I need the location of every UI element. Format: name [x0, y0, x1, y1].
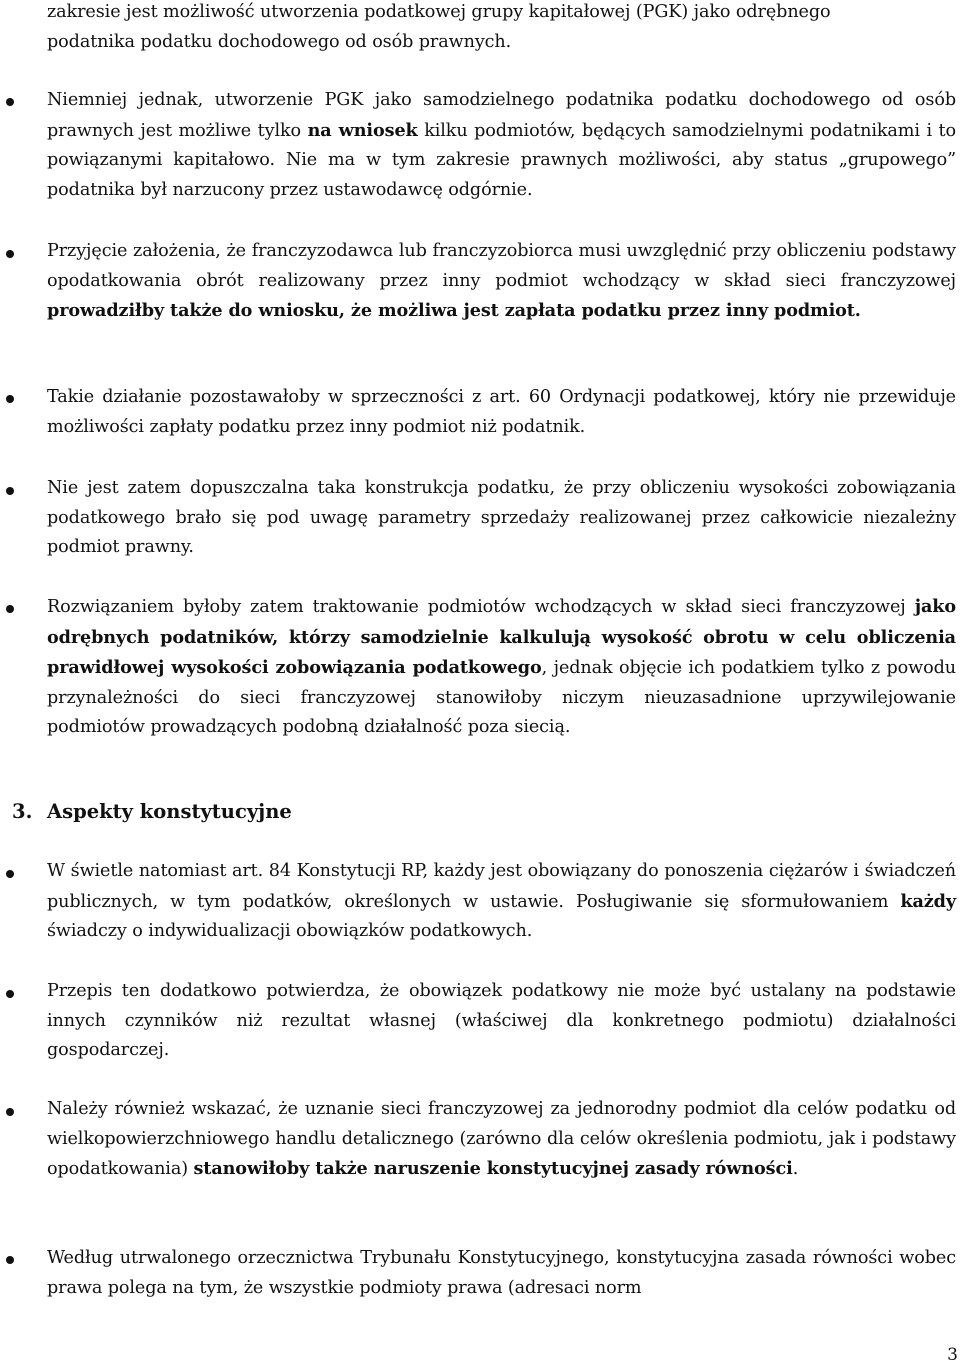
section-heading [12, 798, 912, 826]
paragraph-line: podatnika podatku dochodowego od osób prawnych. [47, 31, 512, 52]
emphasis-text: prowadziłby także do wniosku, że możliwa jest zapłata podatku przez inny podmiot. [47, 300, 861, 322]
bullet-paragraph-construction: Nie jest zatem dopuszczalna taka konstrukcja podatku, że przy obliczeniu wysokości zobowiązania podatkowego brało się pod uwagę parametry sprzedaży realizowanej przez całkowicie niezależny podmiot prawny. [47, 478, 956, 558]
page-number: 3 [947, 1345, 958, 1365]
emphasis-text: jako odrębnych podatników, którzy samodzielnie kalkulują wysokość obrotu w celu obliczenia prawidłowej wysokości zobowiązania podatkowego [47, 596, 956, 679]
bullet-paragraph-obligation: Przepis ten dodatkowo potwierdza, że obowiązek podatkowy nie może być ustalany na podstawie innych czynników niż rezultat własnej (właściwej dla konkretnego podmiotu) działalności gospodarczej. [47, 981, 956, 1061]
bullet-icon [6, 1108, 14, 1116]
bullet-icon [6, 605, 14, 613]
bullet-paragraph-tribunal: Według utrwalonego orzecznictwa Trybunału Konstytucyjnego, konstytucyjna zasada równości wobec prawa polega na tym, że wszystkie podmioty prawa (adresaci norm [47, 1248, 956, 1298]
bullet-icon [6, 487, 14, 495]
bullet-paragraph-solution: Rozwiązaniem byłoby zatem traktowanie podmiotów wchodzących w skład sieci franczyzowej jako odrębnych podatników, którzy samodzielnie kalkulują wysokość obrotu w celu obliczenia prawidłowej wysokości zobowiązania podatkowego, jednak objęcie ich podatkiem tylko z powodu przynależności do sieci franczyzowej stanowiłoby niczym nieuzasadnione uprzywilejowanie podmiotów prowadzących podobną działalność poza siecią. [47, 596, 956, 738]
bullet-icon [6, 250, 14, 258]
section-number: 3. [12, 800, 33, 823]
bullet-paragraph-constitution: W świetle natomiast art. 84 Konstytucji RP, każdy jest obowiązany do ponoszenia ciężarów i świadczeń publicznych, w tym podatków, określonych w ustawie. Posługiwanie się sformułowaniem każdy świadczy o indywidualizacji obowiązków podatkowych. [47, 861, 956, 942]
bullet-paragraph-pgk: Niemniej jednak, utworzenie PGK jako samodzielnego podatnika podatku dochodowego od osób prawnych jest możliwe tylko na wniosek kilku podmiotów, będących samodzielnymi podatnikami i to powiązanymi kapitałowo. Nie ma w tym zakresie prawnych możliwości, aby status „grupowego” podatnika był narzucony przez ustawodawcę odgórnie. [47, 90, 957, 200]
emphasis-text: stanowiłoby także naruszenie konstytucyjnej zasady równości [193, 1158, 793, 1180]
bullet-icon [6, 98, 14, 106]
section-title: Aspekty konstytucyjne [47, 800, 292, 823]
bullet-paragraph-equality: Należy również wskazać, że uznanie sieci franczyzowej za jednorodny podmiot dla celów podatku od wielkopowierzchniowego handlu detalicznego (zarówno dla celów określenia podmiotu, jak i podstawy opodatkowania) stanowiłoby także naruszenie konstytucyjnej zasady równości. [47, 1099, 956, 1180]
bullet-paragraph-ordinance: Takie działanie pozostawałoby w sprzeczności z art. 60 Ordynacji podatkowej, który nie przewiduje możliwości zapłaty podatku przez inny podmiot niż podatnik. [47, 387, 956, 437]
bullet-icon [6, 990, 14, 998]
bullet-icon [6, 395, 14, 403]
emphasis-text: każdy [900, 890, 956, 912]
paragraph-line: zakresie jest możliwość utworzenia podatkowej grupy kapitałowej (PGK) jako odrębnego [47, 2, 831, 22]
bullet-icon [6, 1256, 14, 1264]
bullet-paragraph-assumption: Przyjęcie założenia, że franczyzodawca lub franczyzobiorca musi uwzględnić przy obliczeniu podstawy opodatkowania obrót realizowany przez inny podmiot wchodzący w skład sieci franczyzowej prowadziłby także do wniosku, że możliwa jest zapłata podatku przez inny podmiot. [47, 241, 956, 322]
paragraph-continuation [47, 0, 956, 57]
bullet-icon [6, 870, 14, 878]
emphasis-text: na wniosek [307, 119, 418, 141]
